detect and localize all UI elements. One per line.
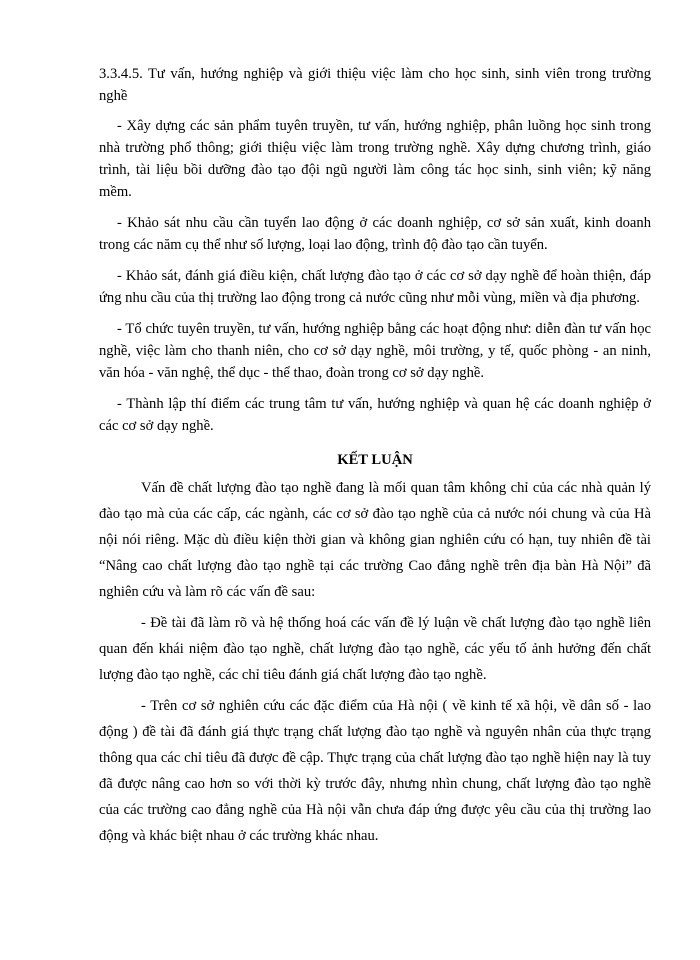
- document-page: [99, 63, 651, 854]
- section-bullet-2: - Khảo sát nhu cầu cần tuyển lao động ở các doanh nghiệp, cơ sở sản xuất, kinh doanh trong các năm cụ thể như số lượng, loại lao động, trình độ đào tạo cần tuyển.: [99, 215, 651, 253]
- section-bullet-4: - Tổ chức tuyên truyền, tư vấn, hướng nghiệp bằng các hoạt động như: diễn đàn tư vấn học nghề, việc làm cho thanh niên, cho cơ sở dạy nghề, môi trường, y tế, quốc phòng - an ninh, văn hóa - văn nghệ, thể dục - thể thao, đoàn trong cơ sở dạy nghề.: [99, 321, 651, 381]
- section-bullet-1: - Xây dựng các sản phẩm tuyên truyền, tư vấn, hướng nghiệp, phân luồng học sinh trong nhà trường phổ thông; giới thiệu việc làm trong trường nghề. Xây dựng chương trình, giáo trình, tài liệu bồi dưỡng đào tạo đội ngũ người làm công tác học sinh, sinh viên; kỹ năng mềm.: [99, 118, 651, 200]
- conclusion-bullet-2: - Trên cơ sở nghiên cứu các đặc điểm của Hà nội ( về kinh tế xã hội, về dân số - lao động ) đề tài đã đánh giá thực trạng chất lượng đào tạo nghề và nguyên nhân của thực trạng thông qua các chỉ tiêu đã được đề cập. Thực trạng của chất lượng đào tạo nghề hiện nay là tuy đã được nâng cao hơn so với thời kỳ trước đây, nhưng nhìn chung, chất lượng đào tạo nghề của các trường cao đẳng nghề của Hà nội vẫn chưa đáp ứng được yêu cầu của thị trường lao động và khác biệt nhau ở các trường khác nhau.: [99, 698, 651, 844]
- conclusion-bullet-1: - Đề tài đã làm rõ và hệ thống hoá các vấn đề lý luận về chất lượng đào tạo nghề liên quan đến khái niệm đào tạo nghề, chất lượng đào tạo nghề, các yếu tố ảnh hưởng đến chất lượng đào tạo nghề, các chỉ tiêu đánh giá chất lượng đào tạo nghề.: [99, 615, 651, 683]
- conclusion-intro: Vấn đề chất lượng đào tạo nghề đang là mối quan tâm không chỉ của các nhà quản lý đào tạo mà của các cấp, các ngành, các cơ sở đào tạo nghề của cả nước nói chung và của Hà nội nói riêng. Mặc dù điều kiện thời gian và không gian nghiên cứu có hạn, tuy nhiên đề tài “Nâng cao chất lượng đào tạo nghề tại các trường Cao đẳng nghề trên địa bàn Hà Nội” đã nghiên cứu và làm rõ các vấn đề sau:: [99, 480, 651, 600]
- section-bullet-5: - Thành lập thí điểm các trung tâm tư vấn, hướng nghiệp và quan hệ các doanh nghiệp ở các cơ sở dạy nghề.: [99, 396, 651, 434]
- section-bullet-3: - Khảo sát, đánh giá điều kiện, chất lượng đào tạo ở các cơ sở dạy nghề để hoàn thiện, đáp ứng nhu cầu của thị trường lao động trong cả nước cũng như mỗi vùng, miền và địa phương.: [99, 268, 651, 306]
- section-heading: 3.3.4.5. Tư vấn, hướng nghiệp và giới thiệu việc làm cho học sinh, sinh viên trong trường nghề: [99, 66, 651, 104]
- conclusion-title: KẾT LUẬN: [337, 452, 413, 468]
